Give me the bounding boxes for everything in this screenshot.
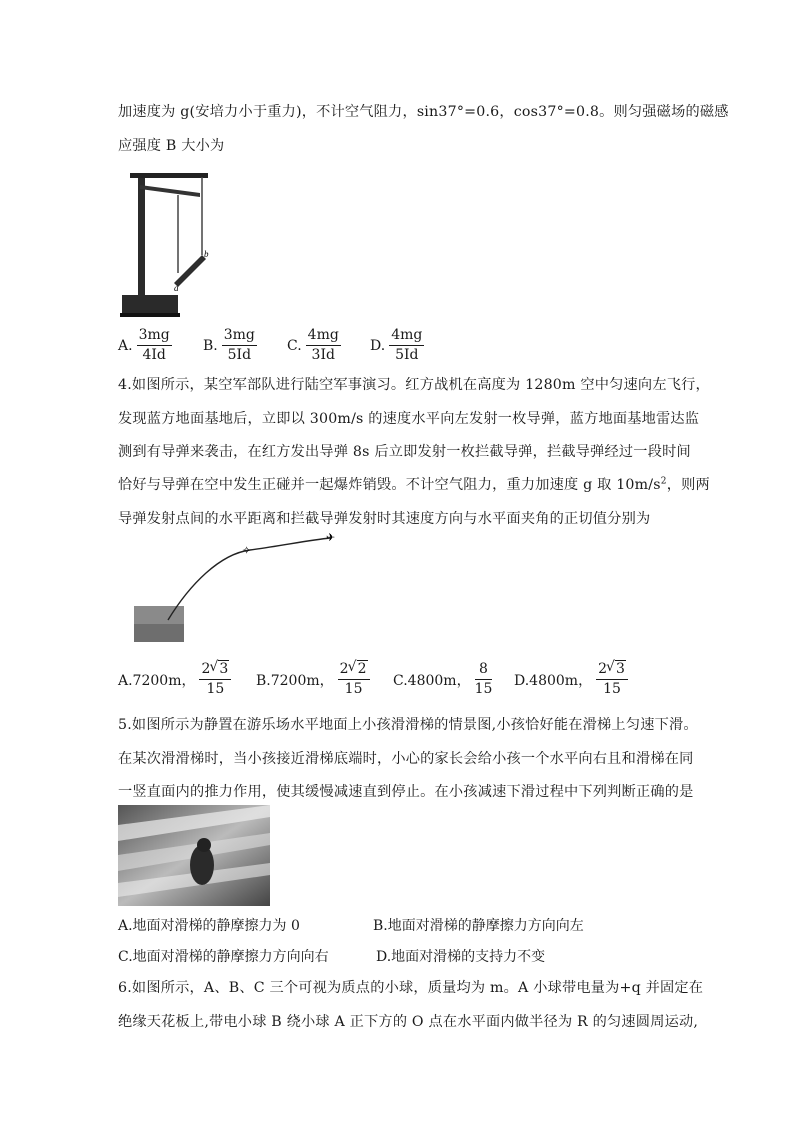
rail-upper: [140, 185, 200, 197]
conductor-rod-ab: [174, 255, 206, 287]
q5-option-c[interactable]: C.地面对滑梯的静摩擦力方向向右: [118, 949, 329, 965]
label-b: b: [204, 249, 209, 259]
q3-option-a[interactable]: A. $\frac{3mg}{4Id}$: [118, 327, 170, 363]
q4-missile-figure: [130, 524, 360, 646]
explosion-icon: ✧: [242, 544, 252, 557]
q4-option-a[interactable]: A.7200m， $\frac{2√ 3}{15}$: [118, 661, 233, 698]
q3-option-d[interactable]: D. $\frac{4mg}{5Id}$: [370, 327, 423, 363]
q6-text-line-2: 绝缘天花板上,带电小球 B 绕小球 A 正下方的 O 点在水平面内做半径为 R 的匀速圆周运动,: [118, 1014, 699, 1030]
q6-text-line-1: 6.如图所示，A、B、C 三个可视为质点的小球，质量均为 m。A 小球带电量为+q 并固定在: [118, 980, 704, 996]
q4-option-d[interactable]: D.4800m， $\frac{2√ 3}{15}$: [514, 661, 630, 698]
q4-text-line-5: 导弹发射点间的水平距离和拦截导弹发射时其速度方向与水平面夹角的正切值分别为: [118, 511, 651, 527]
q5-slide-photo: [118, 805, 270, 906]
q3-option-c[interactable]: C. $\frac{4mg}{3Id}$: [287, 327, 339, 363]
q5-text-line-1: 5.如图所示为静置在游乐场水平地面上小孩滑滑梯的情景图,小孩恰好能在滑梯上匀速下滑。: [118, 717, 698, 733]
q4-text-line-1: 4.如图所示，某空军部队进行陆空军事演习。红方战机在高度为 1280m 空中匀速向左飞行，: [118, 377, 710, 393]
q5-text-line-2: 在某次滑滑梯时，当小孩接近滑梯底端时，小心的家长会给小孩一个水平向右且和滑梯在同: [118, 751, 694, 767]
q5-option-a[interactable]: A.地面对滑梯的静摩擦力为 0: [118, 918, 300, 934]
q4-text-line-2: 发现蓝方地面基地后，立即以 300m/s 的速度水平向左发射一枚导弹，蓝方地面基地雷达监: [118, 411, 700, 427]
q3-text-line-1: 加速度为 g(安培力小于重力)，不计空气阻力，sin37°=0.6，cos37°=0.8。则匀强磁场的磁感: [118, 104, 729, 120]
q4-option-b[interactable]: B.7200m， $\frac{2√ 2}{15}$: [256, 661, 372, 698]
base-plate: [120, 313, 180, 317]
q3-apparatus-figure: [118, 163, 218, 323]
q5-option-b[interactable]: B.地面对滑梯的静摩擦力方向向左: [373, 918, 584, 934]
q4-text-line-4: 恰好与导弹在空中发生正碰并一起爆炸销毁。不计空气阻力，重力加速度 g 取 $10m/s^2$，则两: [118, 476, 710, 493]
label-a: a: [174, 283, 179, 293]
plane-icon: ✈: [326, 531, 336, 544]
q5-option-d[interactable]: D.地面对滑梯的支持力不变: [376, 949, 546, 965]
vertical-post: [138, 175, 145, 297]
q3-option-b[interactable]: B. $\frac{3mg}{5Id}$: [203, 327, 255, 363]
top-bar: [130, 173, 208, 178]
q4-text-line-3: 测到有导弹来袭击，在红方发出导弹 8s 后立即发射一枚拦截导弹，拦截导弹经过一段时间: [118, 444, 691, 460]
q5-text-line-3: 一竖直面内的推力作用，使其缓慢减速直到停止。在小孩减速下滑过程中下列判断正确的是: [118, 784, 694, 800]
q4-option-c[interactable]: C.4800m， $\frac{8}{15}$: [393, 661, 493, 697]
base-block: [122, 295, 178, 315]
q3-text-line-2: 应强度 B 大小为: [118, 138, 225, 154]
